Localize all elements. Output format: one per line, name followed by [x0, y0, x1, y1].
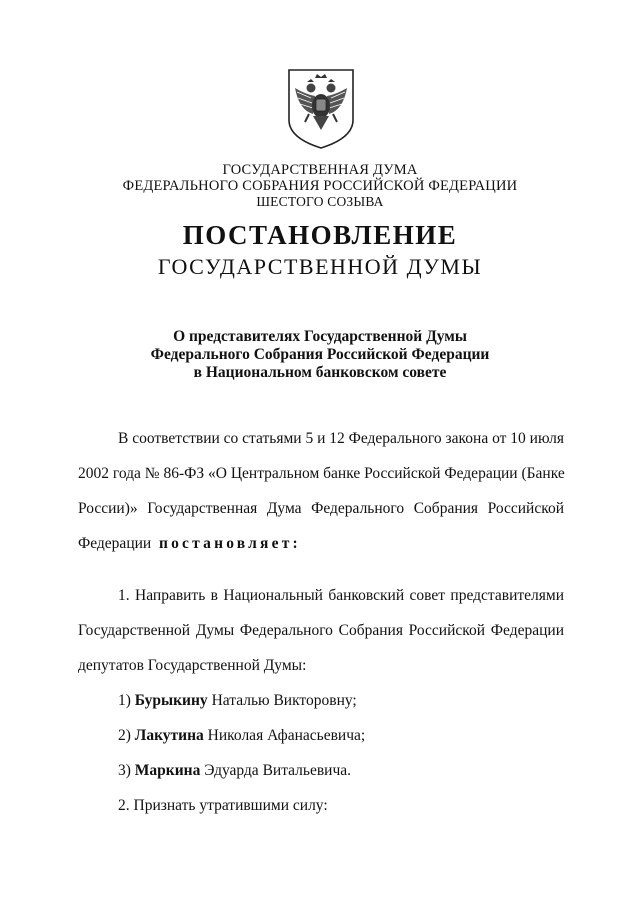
clause-1-line-1: 1. Направить в Национальный банковский совет представителями — [118, 587, 564, 604]
list-item-surname: Маркина — [134, 762, 201, 779]
preamble-line-1: В соответствии со статьями 5 и 12 Федерального закона от 10 июля — [118, 430, 564, 447]
preamble-line-3: России)» Государственная Дума Федерального Собрания Российской — [78, 500, 564, 517]
resolution-heading-line-2: Федерального Собрания Российской Федерации — [150, 346, 490, 363]
preamble-line-2: 2002 года № 86-ФЗ «О Центральном банке Российской Федерации (Банке — [78, 465, 565, 482]
document-type-title: ПОСТАНОВЛЕНИЕ — [182, 220, 458, 250]
list-item — [118, 762, 564, 780]
list-item-surname: Бурыкину — [134, 692, 208, 709]
list-item-name: Эдуарда Витальевича. — [204, 762, 352, 779]
coat-of-arms-emblem — [287, 68, 355, 150]
clause-1-line-2: Государственной Думы Федерального Собрания Российской Федерации — [78, 622, 564, 639]
list-item-name: Наталью Викторовну; — [211, 692, 357, 709]
org-name-line-1: ГОСУДАРСТВЕННАЯ ДУМА — [222, 162, 418, 178]
clause-2: 2. Признать утратившими силу: — [118, 797, 328, 814]
list-item-number: 1) — [118, 692, 131, 709]
list-item-number: 2) — [118, 727, 131, 744]
preamble-line-4-text: Федерации — [78, 535, 152, 552]
document-subtitle: ГОСУДАРСТВЕННОЙ ДУМЫ — [157, 254, 483, 279]
clause-1-line-3: депутатов Государственной Думы: — [78, 657, 307, 674]
list-item-number: 3) — [118, 762, 131, 779]
resolution-heading-line-3: в Национальном банковском совете — [193, 364, 447, 381]
org-name-line-2: ФЕДЕРАЛЬНОГО СОБРАНИЯ РОССИЙСКОЙ ФЕДЕРАЦИИ — [122, 178, 518, 194]
preamble-line-4 — [78, 535, 564, 553]
list-item-name: Николая Афанасьевича; — [207, 727, 366, 744]
resolution-heading-line-1: О представителях Государственной Думы — [173, 328, 467, 345]
convocation: ШЕСТОГО СОЗЫВА — [256, 194, 384, 209]
list-item — [118, 692, 564, 710]
list-item-surname: Лакутина — [134, 727, 204, 744]
list-item — [118, 727, 564, 745]
resolves-verb: постановляет: — [158, 535, 301, 552]
